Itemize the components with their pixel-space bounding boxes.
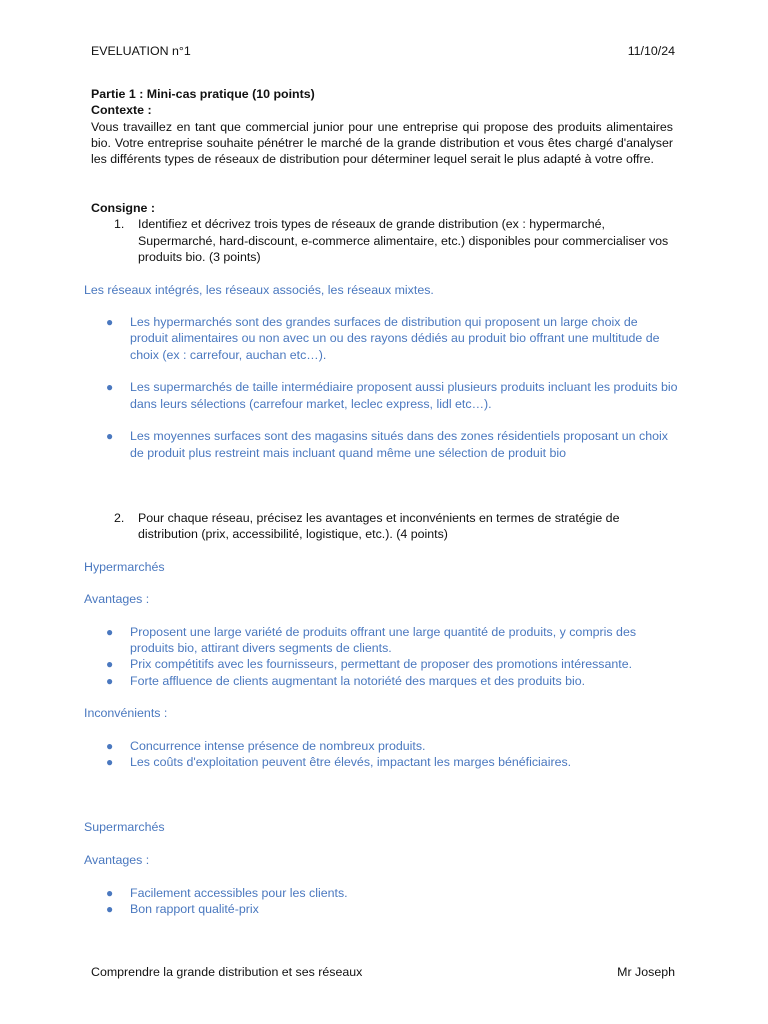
header-title: EVELUATION n°1 <box>91 44 191 58</box>
list-item: ● Forte affluence de clients augmentant la notoriété des marques et des produits bio. <box>106 673 586 688</box>
footer-author: Mr Joseph <box>617 965 675 979</box>
hyper-advantages-label: Avantages : <box>84 592 150 607</box>
document-body <box>0 86 768 917</box>
super-advantages-label: Avantages : <box>84 852 150 867</box>
bullet-icon: ● <box>106 624 114 639</box>
hyper-title: Hypermarchés <box>84 559 165 574</box>
list-item: ● Les supermarchés de taille intermédiaire proposent aussi plusieurs produits incluant les produits bio dans leurs sélections (carrefour market, leclec express, lidl etc…). <box>106 380 678 411</box>
bullet-icon: ● <box>106 380 114 395</box>
list-item: ● Concurrence intense présence de nombreux produits. <box>106 738 426 753</box>
super-advantages-list <box>0 885 768 918</box>
question-text: Identifiez et décrivez trois types de réseaux de grande distribution (ex : hypermarché, Supermarché, hard-discount, e-commerce alimentaire, etc.) disponibles pour commercialiser vos produits bio. (3 points) <box>138 217 669 264</box>
question-list-1 <box>0 216 768 265</box>
page-footer <box>91 965 675 979</box>
bullet-icon: ● <box>106 673 114 688</box>
list-item: ● Les moyennes surfaces sont des magasins situés dans des zones résidentiels proposant un choix de produit plus restreint mais incluant quand même une sélection de produit bio <box>106 429 668 460</box>
hyper-disadvantages-list <box>0 738 768 771</box>
context-text: Vous travaillez en tant que commercial junior pour une entreprise qui propose des produits alimentaires bio. Votre entreprise souhaite pénétrer le marché de la grande distribution et vous êtes chargé d'analyser les différents types de réseaux de distribution pour déterminer lequel serait le plus adapté à votre offre. <box>91 119 673 167</box>
context-label: Contexte : <box>91 103 152 118</box>
bullet-icon: ● <box>106 429 114 444</box>
list-item: ● Bon rapport qualité-prix <box>106 901 259 916</box>
answer1-intro: Les réseaux intégrés, les réseaux associés, les réseaux mixtes. <box>84 282 434 297</box>
bullet-icon: ● <box>106 657 114 672</box>
bullet-icon: ● <box>106 885 114 900</box>
list-item: ● Proposent une large variété de produits offrant une large quantité de produits, y compris des produits bio, attirant divers segments de clients. <box>106 624 637 656</box>
list-item: ● Prix compétitifs avec les fournisseurs, permettant de proposer des promotions intéressante. <box>106 657 633 672</box>
header-date: 11/10/24 <box>627 44 675 58</box>
question-text: Pour chaque réseau, précisez les avantages et inconvénients en termes de stratégie de distribution (prix, accessibilité, logistique, etc.). (4 points) <box>138 510 620 542</box>
hyper-disadvantages-label: Inconvénients : <box>84 706 168 721</box>
bullet-icon: ● <box>106 738 114 753</box>
part-title: Partie 1 : Mini-cas pratique (10 points) <box>91 87 315 101</box>
list-item: ● Les hypermarchés sont des grandes surfaces de distribution qui proposent un large choix de produit alimentaires ou non avec un ou des rayons dédiés au produit bio offrant une multitude de choix (ex : carrefour, auchan etc…). <box>106 315 660 362</box>
page-header <box>91 44 675 58</box>
super-title: Supermarchés <box>84 820 165 835</box>
footer-title: Comprendre la grande distribution et ses réseaux <box>91 965 363 979</box>
question-list-2 <box>0 510 768 543</box>
answer1-list <box>0 314 768 363</box>
question-number: 2. <box>114 510 125 525</box>
bullet-icon: ● <box>106 901 114 916</box>
list-item: ● Les coûts d'exploitation peuvent être élevés, impactant les marges bénéficiaires. <box>106 755 572 770</box>
bullet-icon: ● <box>106 315 114 330</box>
list-item: ● Facilement accessibles pour les clients. <box>106 885 348 900</box>
question-item <box>114 510 676 543</box>
consigne-label: Consigne : <box>91 201 156 216</box>
question-number: 1. <box>114 217 125 232</box>
question-item <box>114 216 676 265</box>
hyper-advantages-list <box>0 624 768 689</box>
bullet-icon: ● <box>106 755 114 770</box>
